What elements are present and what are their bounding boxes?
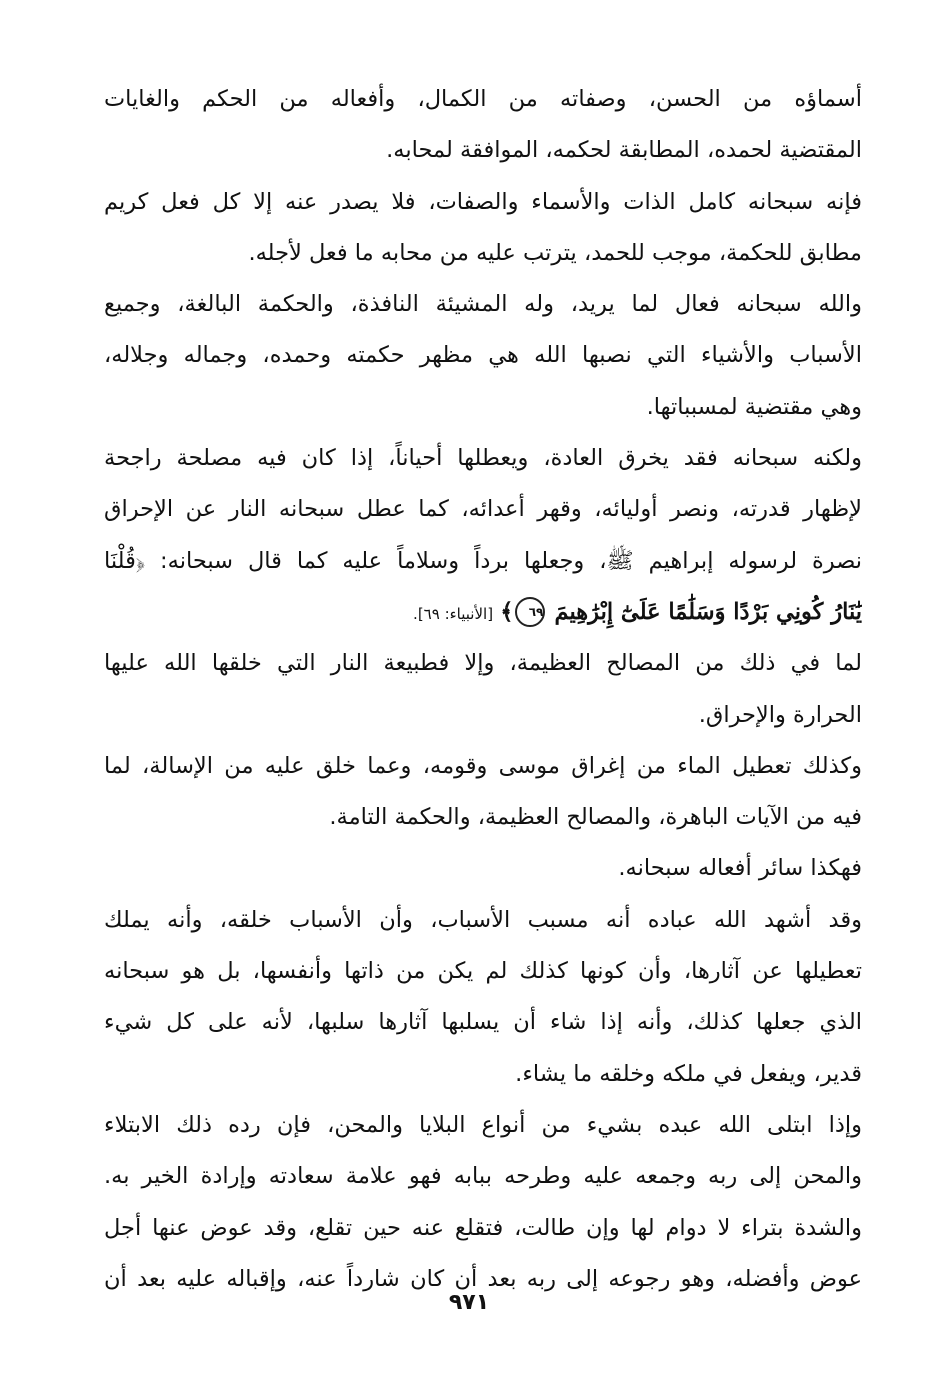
verse-number-marker: ٦٩ [515,597,545,627]
text-line: الأسباب والأشياء التي نصبها الله هي مظهر حكمته وحمده، وجماله وجلاله، [104,342,862,369]
text-line: عوض وأفضله، وهو رجوعه إلى ربه بعد أن كان شارداً عنه، وإقباله عليه بعد أن [104,1265,862,1292]
text-line: ولكنه سبحانه فقد يخرق العادة، ويعطلها أحياناً، إذا كان فيه مصلحة راجحة [104,445,862,472]
text-line: المقتضية لحمده، المطابقة لحكمه، الموافقة لمحابه. [386,137,862,164]
text-line: وقد أشهد الله عباده أنه مسبب الأسباب، وأن الأسباب خلقه، وأنه يملك [104,906,862,933]
paragraph [104,895,862,1100]
text-line: فهكذا سائر أفعاله سبحانه. [618,855,862,882]
paragraph [104,74,862,177]
text-line: الذي جعلها كذلك، وأنه إذا شاء أن يسلبها آثارها سلبها، لأنه على كل شيء [104,1009,862,1036]
paragraph [104,177,862,280]
text-line: والله سبحانه فعال لما يريد، وله المشيئة النافذة، والحكمة البالغة، وجميع [104,291,862,318]
paragraph [104,279,862,433]
text-line: الحرارة والإحراق. [698,701,862,728]
paragraph [104,638,862,741]
text-line: مطابق للحكمة، موجب للحمد، يترتب عليه من محابه ما فعل لأجله. [248,239,862,266]
paragraph [104,433,862,638]
text-line: تعطيلها عن آثارها، وأن كونها كذلك لم يكن من ذاتها وأنفسها، بل هو سبحانه [104,958,862,985]
page-body [104,74,862,1305]
text-line: والشدة بتراء لا دوام لها وإن طالت، فتقلع عنه حين تقلع، وقد عوض عنها أجل [104,1214,862,1241]
quran-verse-text: يَٰنَارُ كُونِي بَرْدًا وَسَلَٰمًا عَلَىٰٓ إِبْرَٰهِيمَ [554,598,862,625]
paragraph [104,843,862,894]
text-line: فيه من الآيات الباهرة، والمصالح العظيمة، والحكمة التامة. [329,804,862,831]
paragraph [104,741,862,844]
paragraph [104,1100,862,1203]
text-line: وإذا ابتلى الله عبده بشيء من أنواع البلايا والمحن، فإن رده ذلك الابتلاء [104,1111,862,1138]
text-line: قدير، ويفعل في ملكه وخلقه ما يشاء. [515,1060,862,1087]
quran-closing-bracket: ﴾ [500,598,514,625]
text-line: فإنه سبحانه كامل الذات والأسماء والصفات، فلا يصدر عنه إلا كل فعل كريم [104,188,862,215]
quran-verse-line [104,587,862,638]
text-line: والمحن إلى ربه وجمعه عليه وطرحه ببابه فهو علامة سعادته وإرادة الخير به. [104,1163,862,1190]
page-number: ٩٧١ [448,1290,490,1315]
text-line: لإظهار قدرته، ونصر أوليائه، وقهر أعدائه، كما عطل سبحانه النار عن الإحراق [104,496,862,523]
text-line: وكذلك تعطيل الماء من إغراق موسى وقومه، وعما خلق عليه من الإسالة، لما [104,752,862,779]
text-line: نصرة لرسوله إبراهيم ﷺ، وجعلها برداً وسلاماً عليه كما قال سبحانه: ﴿قُلْنَا [104,547,862,574]
text-line: أسماؤه من الحسن، وصفاته من الكمال، وأفعاله من الحكم والغايات [104,86,862,112]
text-line: وهي مقتضية لمسبباتها. [646,393,862,420]
verse-reference: [الأنبياء: ٦٩]. [413,604,494,623]
text-line: لما في ذلك من المصالح العظيمة، وإلا فطبيعة النار التي خلقها الله عليها [104,650,862,677]
